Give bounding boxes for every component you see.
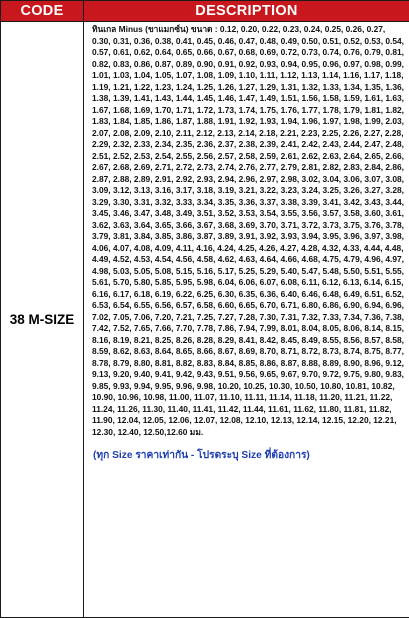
description-cell	[84, 22, 409, 618]
size-list-text: ทินเกล Minus (ขาแมกซ์น) ขนาด : 0.12, 0.20, 0.22, 0.23, 0.24, 0.25, 0.26, 0.27, 0.30, 0.31, 0.36, 0.38, 0.41, 0.45, 0.46, 0.47, 0.48, 0.49, 0.50, 0.51, 0.52, 0.53, 0.54, 0.57, 0.61, 0.62, 0.64, 0.65, 0.66, 0.67, 0.68, 0.69, 0.72, 0.73, 0.74, 0.76, 0.79, 0.81, 0.82, 0.83, 0.86, 0.87, 0.89, 0.90, 0.91, 0.92, 0.93, 0.94, 0.95, 0.96, 0.97, 0.98, 0.99, 1.01, 1.03, 1.04, 1.05, 1.07, 1.08, 1.09, 1.10, 1.11, 1.12, 1.13, 1.14, 1.16, 1.17, 1.18, 1.19, 1.21, 1.22, 1.23, 1.24, 1.25, 1.26, 1.27, 1.29, 1.31, 1.32, 1.33, 1.34, 1.35, 1.36, 1.38, 1.39, 1.41, 1.43, 1.44, 1.45, 1.46, 1.47, 1.49, 1.51, 1.56, 1.58, 1.59, 1.61, 1.63, 1.67, 1.68, 1.69, 1.70, 1.71, 1.72, 1.73, 1.74, 1.75, 1.76, 1.77, 1.78, 1.79, 1.81, 1.82, 1.83, 1.84, 1.85, 1.86, 1.87, 1.88, 1.91, 1.92, 1.93, 1.94, 1.96, 1.97, 1.98, 1.99, 2.03, 2.07, 2.08, 2.09, 2.10, 2.11, 2.12, 2.13, 2.14, 2.18, 2.21, 2.23, 2.25, 2.26, 2.27, 2.28, 2.29, 2.32, 2.33, 2.34, 2.35, 2.36, 2.37, 2.38, 2.39, 2.41, 2.42, 2.43, 2.44, 2.47, 2.48, 2.51, 2.52, 2.53, 2.54, 2.55, 2.56, 2.57, 2.58, 2.59, 2.61, 2.62, 2.63, 2.64, 2.65, 2.66, 2.67, 2.68, 2.69, 2.71, 2.72, 2.73, 2.74, 2.76, 2.77, 2.79, 2.81, 2.82, 2.83, 2.84, 2.86, 2.87, 2.88, 2.89, 2.91, 2.92, 2.93, 2.94, 2.96, 2.97, 2.98, 3.02, 3.04, 3.06, 3.07, 3.08, 3.09, 3.12, 3.13, 3.16, 3.17, 3.18, 3.19, 3.21, 3.22, 3.23, 3.24, 3.25, 3.26, 3.27, 3.28, 3.29, 3.30, 3.31, 3.32, 3.33, 3.34, 3.35, 3.36, 3.37, 3.38, 3.39, 3.41, 3.42, 3.43, 3.44, 3.45, 3.46, 3.47, 3.48, 3.49, 3.51, 3.52, 3.53, 3.54, 3.55, 3.56, 3.57, 3.58, 3.60, 3.61, 3.62, 3.63, 3.64, 3.65, 3.66, 3.67, 3.68, 3.69, 3.70, 3.71, 3.72, 3.73, 3.75, 3.76, 3.78, 3.79, 3.81, 3.84, 3.85, 3.86, 3.87, 3.89, 3.91, 3.92, 3.93, 3.94, 3.95, 3.96, 3.97, 3.98, 4.06, 4.07, 4.08, 4.09, 4.11, 4.16, 4.24, 4.25, 4.26, 4.27, 4.28, 4.32, 4.33, 4.44, 4.48, 4.49, 4.52, 4.53, 4.54, 4.56, 4.58, 4.62, 4.63, 4.64, 4.66, 4.68, 4.75, 4.79, 4.96, 4.97, 4.98, 5.03, 5.05, 5.08, 5.15, 5.16, 5.17, 5.25, 5.29, 5.40, 5.47, 5.48, 5.50, 5.51, 5.55, 5.61, 5.70, 5.80, 5.85, 5.95, 5.98, 6.04, 6.06, 6.07, 6.08, 6.11, 6.12, 6.13, 6.14, 6.15, 6.16, 6.17, 6.18, 6.19, 6.22, 6.25, 6.30, 6.35, 6.36, 6.40, 6.46, 6.48, 6.49, 6.51, 6.52, 6.53, 6.54, 6.55, 6.56, 6.57, 6.58, 6.60, 6.65, 6.70, 6.71, 6.80, 6.86, 6.90, 6.94, 6.96, 7.02, 7.05, 7.06, 7.20, 7.21, 7.25, 7.27, 7.28, 7.30, 7.31, 7.32, 7.33, 7.34, 7.36, 7.38, 7.42, 7.52, 7.65, 7.66, 7.70, 7.78, 7.86, 7.94, 7.99, 8.01, 8.04, 8.05, 8.06, 8.14, 8.15, 8.16, 8.19, 8.21, 8.25, 8.26, 8.28, 8.29, 8.41, 8.42, 8.45, 8.49, 8.55, 8.56, 8.57, 8.58, 8.59, 8.62, 8.63, 8.64, 8.65, 8.66, 8.67, 8.69, 8.70, 8.71, 8.72, 8.73, 8.74, 8.75, 8.77, 8.78, 8.79, 8.80, 8.81, 8.82, 8.83, 8.84, 8.85, 8.86, 8.87, 8.88, 8.89, 8.90, 8.96, 9.12, 9.13, 9.20, 9.40, 9.41, 9.42, 9.43, 9.51, 9.56, 9.65, 9.67, 9.70, 9.72, 9.75, 9.80, 9.83, 9.85, 9.93, 9.94, 9.95, 9.96, 9.98, 10.20, 10.25, 10.30, 10.50, 10.80, 10.81, 10.82, 10.90, 10.96, 10.98, 11.00, 11.07, 11.10, 11.11, 11.14, 11.18, 11.20, 11.21, 11.22, 11.24, 11.26, 11.30, 11.40, 11.41, 11.42, 11.44, 11.61, 11.62, 11.80, 11.81, 11.82, 11.90, 12.04, 12.05, 12.06, 12.07, 12.08, 12.10, 12.13, 12.14, 12.15, 12.20, 12.21, 12.30, 12.40, 12.50,12.60 มม.	[92, 24, 404, 437]
table-header-row	[1, 1, 409, 22]
code-column-header: CODE	[1, 1, 84, 22]
description-column-header: DESCRIPTION	[84, 1, 409, 22]
table-row	[1, 22, 409, 618]
product-code-cell: 38 M-SIZE	[1, 22, 84, 618]
price-note: (ทุก Size ราคาเท่ากัน - โปรดระบุ Size ที่ต้องการ)	[93, 450, 310, 461]
